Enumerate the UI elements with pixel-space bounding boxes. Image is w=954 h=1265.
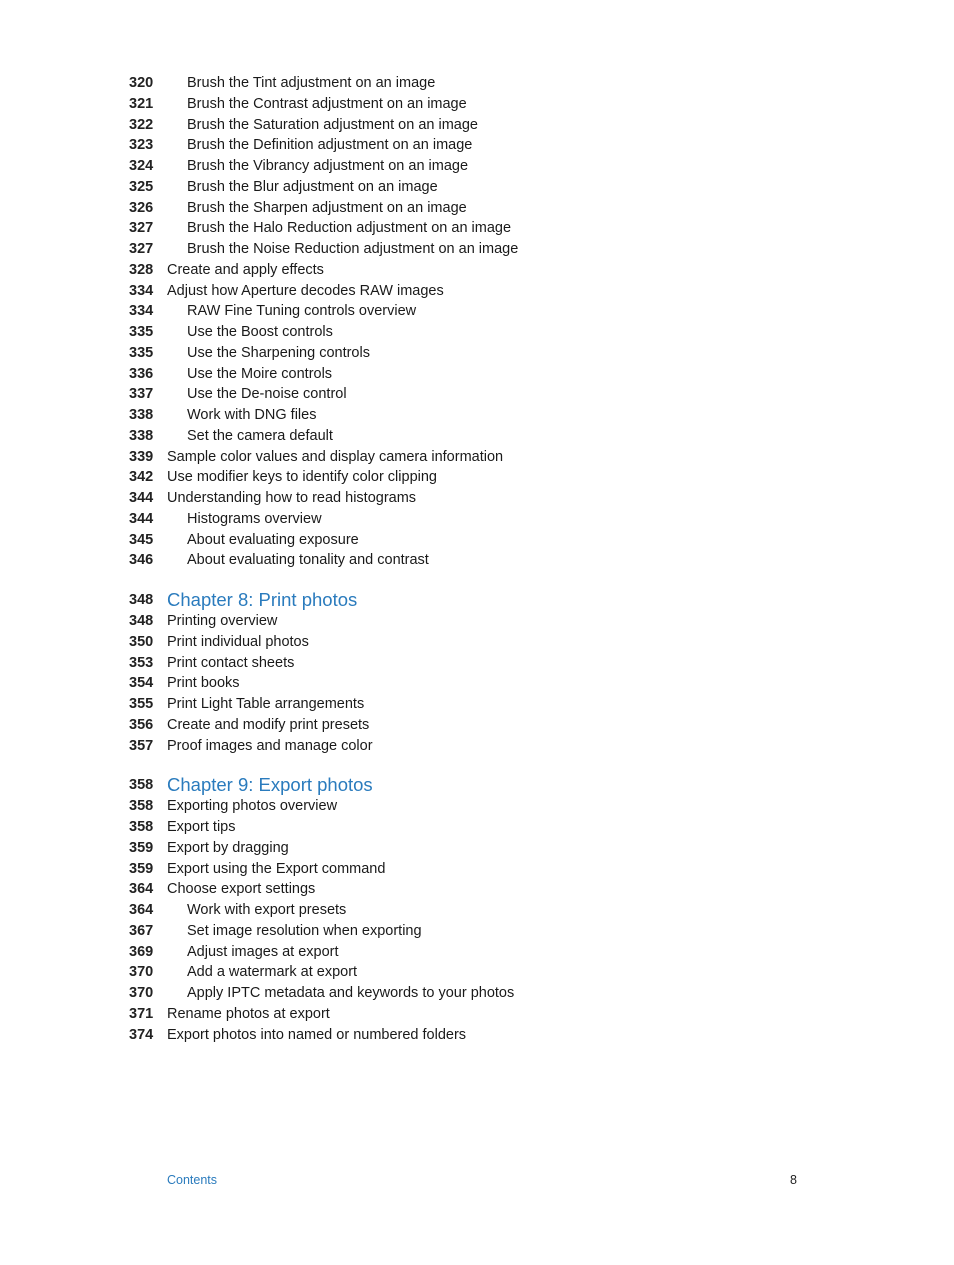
toc-entry-page-number: 338 bbox=[129, 407, 154, 423]
toc-entry[interactable] bbox=[0, 632, 954, 653]
toc-entry[interactable] bbox=[0, 900, 954, 921]
toc-entry-title-link[interactable]: Sample color values and display camera information bbox=[167, 448, 504, 465]
toc-entry[interactable] bbox=[0, 736, 954, 757]
chapter-page-number: 358 bbox=[129, 777, 154, 794]
toc-entry-title-link[interactable]: About evaluating tonality and contrast bbox=[187, 552, 429, 569]
toc-entry-title-link[interactable]: Printing overview bbox=[167, 613, 278, 629]
toc-entry-page-number: 325 bbox=[129, 178, 154, 195]
toc-entry-page-number: 335 bbox=[129, 344, 154, 361]
toc-entry-page-number: 344 bbox=[129, 490, 154, 506]
toc-entry-title-link[interactable]: Work with export presets bbox=[187, 902, 347, 918]
toc-entry-page-number: 350 bbox=[129, 633, 154, 650]
toc-entry-page-number: 322 bbox=[129, 116, 154, 133]
toc-entry-title-link[interactable]: Adjust images at export bbox=[187, 943, 339, 960]
toc-entry[interactable] bbox=[0, 94, 954, 115]
toc-entry[interactable] bbox=[0, 384, 954, 405]
toc-entry[interactable] bbox=[0, 488, 954, 509]
toc-entry-title-link[interactable]: Brush the Noise Reduction adjustment on an image bbox=[187, 241, 519, 257]
toc-entry[interactable] bbox=[0, 364, 954, 385]
toc-entry-title-link[interactable]: Use modifier keys to identify color clipping bbox=[167, 469, 437, 486]
toc-entry-page-number: 370 bbox=[129, 964, 154, 981]
chapter-page-number: 348 bbox=[129, 592, 154, 608]
footer-contents-label[interactable]: Contents bbox=[167, 1173, 218, 1187]
toc-entry-page-number: 358 bbox=[129, 819, 154, 835]
toc-entry-title-link[interactable]: Brush the Saturation adjustment on an image bbox=[187, 116, 478, 133]
toc-entry[interactable] bbox=[0, 156, 954, 177]
toc-entry-title-link[interactable]: About evaluating exposure bbox=[187, 531, 359, 548]
toc-entry[interactable] bbox=[0, 796, 954, 817]
toc-entry-page-number: 320 bbox=[129, 75, 154, 91]
toc-entry[interactable] bbox=[0, 838, 954, 859]
chapter-heading[interactable] bbox=[0, 773, 954, 796]
toc-entry-title-link[interactable]: Brush the Sharpen adjustment on an image bbox=[187, 199, 467, 216]
toc-entry-page-number: 345 bbox=[129, 531, 154, 548]
toc-entry-title-link[interactable]: Use the Sharpening controls bbox=[187, 344, 370, 361]
toc-entry[interactable] bbox=[0, 942, 954, 963]
toc-entry-page-number: 336 bbox=[129, 365, 154, 382]
toc-entry-title-link[interactable]: Use the De-noise control bbox=[187, 386, 347, 403]
toc-entry[interactable] bbox=[0, 653, 954, 674]
toc-entry-page-number: 348 bbox=[129, 613, 154, 629]
toc-entry[interactable] bbox=[0, 550, 954, 571]
toc-entry-title-link[interactable]: Brush the Halo Reduction adjustment on an image bbox=[187, 220, 512, 237]
toc-entry-page-number: 359 bbox=[129, 860, 154, 877]
toc-entry-page-number: 344 bbox=[129, 510, 154, 527]
toc-entry[interactable] bbox=[0, 673, 954, 694]
toc-entry-page-number: 323 bbox=[129, 137, 154, 154]
toc-entry-page-number: 326 bbox=[129, 199, 154, 216]
toc-entry-title-link[interactable]: Print Light Table arrangements bbox=[167, 696, 365, 712]
toc-entry-title-link[interactable]: Create and apply effects bbox=[167, 261, 324, 278]
table-of-contents bbox=[0, 73, 954, 1045]
toc-entry[interactable] bbox=[0, 715, 954, 736]
toc-entry[interactable] bbox=[0, 260, 954, 281]
toc-entry-title-link[interactable]: Rename photos at export bbox=[167, 1005, 330, 1022]
toc-entry[interactable] bbox=[0, 1025, 954, 1046]
toc-entry-title-link[interactable]: Print contact sheets bbox=[167, 654, 295, 671]
toc-entry-title-link[interactable]: Apply IPTC metadata and keywords to your photos bbox=[187, 985, 515, 1001]
toc-entry-page-number: 328 bbox=[129, 261, 154, 278]
toc-entry-page-number: 321 bbox=[129, 95, 154, 112]
toc-entry-page-number: 337 bbox=[129, 386, 154, 403]
toc-entry-page-number: 370 bbox=[129, 985, 154, 1001]
toc-entry[interactable] bbox=[0, 73, 954, 94]
toc-entry-page-number: 355 bbox=[129, 696, 154, 712]
toc-entry[interactable] bbox=[0, 694, 954, 715]
toc-entry[interactable] bbox=[0, 447, 954, 468]
toc-entry[interactable] bbox=[0, 467, 954, 488]
toc-entry[interactable] bbox=[0, 1004, 954, 1025]
toc-entry-title-link[interactable]: Understanding how to read histograms bbox=[167, 490, 417, 506]
chapter-heading[interactable] bbox=[0, 588, 954, 611]
toc-entry-title-link[interactable]: Set image resolution when exporting bbox=[187, 922, 422, 939]
toc-entry[interactable] bbox=[0, 322, 954, 343]
toc-entry[interactable] bbox=[0, 177, 954, 198]
toc-entry[interactable] bbox=[0, 135, 954, 156]
toc-entry[interactable] bbox=[0, 530, 954, 551]
toc-entry-page-number: 354 bbox=[129, 675, 154, 692]
toc-entry-page-number: 353 bbox=[129, 654, 154, 671]
toc-entry-title-link[interactable]: Brush the Contrast adjustment on an image bbox=[187, 95, 467, 112]
toc-entry-page-number: 327 bbox=[129, 220, 154, 237]
toc-entry[interactable] bbox=[0, 859, 954, 880]
toc-entry[interactable] bbox=[0, 817, 954, 838]
toc-entry-page-number: 358 bbox=[129, 798, 154, 815]
toc-entry-page-number: 371 bbox=[129, 1005, 154, 1022]
toc-entry-page-number: 364 bbox=[129, 902, 154, 918]
toc-entry[interactable] bbox=[0, 301, 954, 322]
toc-entry[interactable] bbox=[0, 405, 954, 426]
toc-entry-page-number: 357 bbox=[129, 737, 154, 754]
toc-entry-title-link[interactable]: Brush the Blur adjustment on an image bbox=[187, 178, 438, 195]
toc-entry[interactable] bbox=[0, 509, 954, 530]
toc-entry-page-number: 327 bbox=[129, 241, 154, 257]
chapter-title-link[interactable]: Chapter 8: Print photos bbox=[167, 589, 358, 610]
toc-entry-page-number: 359 bbox=[129, 839, 154, 856]
footer-page-number: 8 bbox=[790, 1173, 797, 1187]
toc-entry-title-link[interactable]: Use the Moire controls bbox=[187, 365, 333, 382]
toc-entry[interactable] bbox=[0, 426, 954, 447]
toc-entry-title-link[interactable]: Export photos into named or numbered folders bbox=[167, 1026, 467, 1043]
toc-entry-title-link[interactable]: Use the Boost controls bbox=[187, 324, 333, 340]
toc-entry-page-number: 334 bbox=[129, 282, 154, 299]
toc-entry[interactable] bbox=[0, 983, 954, 1004]
toc-entry[interactable] bbox=[0, 239, 954, 260]
toc-entry-title-link[interactable]: Exporting photos overview bbox=[167, 798, 338, 815]
toc-entry[interactable] bbox=[0, 879, 954, 900]
toc-entry-page-number: 369 bbox=[129, 943, 154, 960]
toc-entry-page-number: 342 bbox=[129, 469, 154, 486]
toc-entry-title-link[interactable]: Set the camera default bbox=[187, 427, 333, 444]
toc-entry-title-link[interactable]: Choose export settings bbox=[167, 881, 316, 898]
toc-entry-page-number: 334 bbox=[129, 303, 154, 320]
toc-entry-title-link[interactable]: Proof images and manage color bbox=[167, 737, 373, 754]
toc-entry-page-number: 346 bbox=[129, 552, 154, 569]
toc-entry-title-link[interactable]: Export using the Export command bbox=[167, 860, 386, 877]
toc-entry-title-link[interactable]: Histograms overview bbox=[187, 510, 322, 527]
toc-entry-page-number: 338 bbox=[129, 427, 154, 444]
toc-entry-title-link[interactable]: RAW Fine Tuning controls overview bbox=[187, 303, 417, 320]
toc-entry[interactable] bbox=[0, 611, 954, 632]
toc-entry[interactable] bbox=[0, 115, 954, 136]
toc-entry[interactable] bbox=[0, 281, 954, 302]
toc-entry-title-link[interactable]: Brush the Vibrancy adjustment on an image bbox=[187, 158, 469, 174]
toc-entry-title-link[interactable]: Add a watermark at export bbox=[187, 964, 358, 981]
toc-entry-page-number: 364 bbox=[129, 881, 154, 898]
toc-entry-title-link[interactable]: Work with DNG files bbox=[187, 407, 317, 423]
toc-entry-page-number: 324 bbox=[129, 158, 154, 174]
toc-entry-page-number: 367 bbox=[129, 922, 154, 939]
toc-entry-title-link[interactable]: Export tips bbox=[167, 819, 236, 835]
chapter-title-link[interactable]: Chapter 9: Export photos bbox=[167, 774, 373, 796]
toc-entry[interactable] bbox=[0, 962, 954, 983]
toc-entry[interactable] bbox=[0, 343, 954, 364]
toc-entry-page-number: 335 bbox=[129, 324, 154, 340]
toc-entry-title-link[interactable]: Export by dragging bbox=[167, 839, 289, 856]
toc-entry[interactable] bbox=[0, 921, 954, 942]
toc-entry[interactable] bbox=[0, 218, 954, 239]
toc-entry[interactable] bbox=[0, 198, 954, 219]
toc-entry-title-link[interactable]: Print books bbox=[167, 675, 240, 692]
toc-entry-title-link[interactable]: Create and modify print presets bbox=[167, 716, 370, 733]
toc-entry-title-link[interactable]: Print individual photos bbox=[167, 633, 309, 650]
toc-entry-page-number: 339 bbox=[129, 448, 154, 465]
toc-entry-title-link[interactable]: Brush the Tint adjustment on an image bbox=[187, 75, 436, 91]
toc-entry-page-number: 356 bbox=[129, 716, 154, 733]
toc-entry-page-number: 374 bbox=[129, 1026, 154, 1043]
toc-entry-title-link[interactable]: Brush the Definition adjustment on an image bbox=[187, 137, 473, 154]
toc-entry-title-link[interactable]: Adjust how Aperture decodes RAW images bbox=[167, 282, 444, 299]
